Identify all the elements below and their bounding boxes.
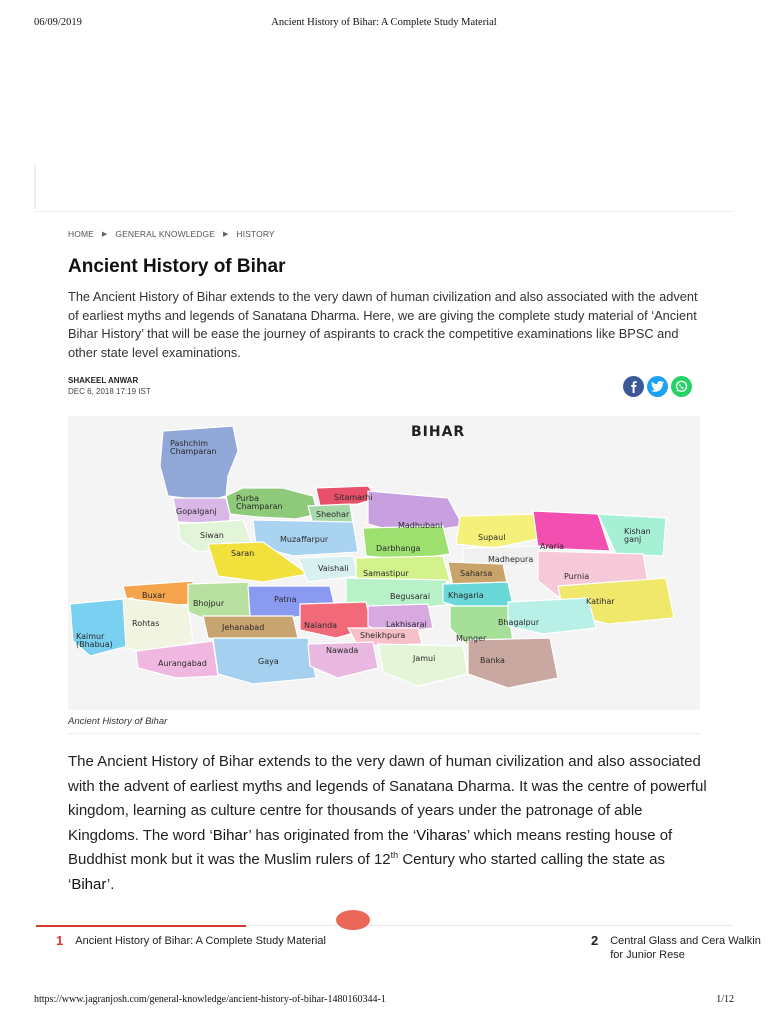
article-body bbox=[68, 750, 708, 897]
district-label-sheohar: Sheohar bbox=[316, 510, 350, 519]
chevron-right-icon: ▶ bbox=[223, 231, 229, 238]
district-label-nawada: Nawada bbox=[326, 646, 359, 655]
breadcrumb-general-knowledge[interactable]: GENERAL KNOWLEDGE bbox=[115, 229, 216, 239]
publish-date: DEC 6, 2018 17:19 IST bbox=[68, 387, 151, 396]
header-divider bbox=[34, 211, 734, 212]
district-label-sheikhpura: Sheikhpura bbox=[360, 631, 406, 640]
whatsapp-icon bbox=[675, 380, 688, 393]
map-title: BIHAR bbox=[411, 424, 466, 440]
related-article-2[interactable] bbox=[591, 934, 771, 962]
district-supaul bbox=[456, 514, 543, 548]
related-articles-bar bbox=[36, 925, 761, 972]
district-label-aurangabad: Aurangabad bbox=[158, 659, 207, 668]
accent-line bbox=[36, 925, 246, 927]
page-title: Ancient History of Bihar bbox=[68, 256, 286, 277]
body-text-part: ’ which means resting house of Buddhist monk but it was the Muslim rulers of 12 bbox=[68, 826, 673, 868]
district-label-gaya: Gaya bbox=[258, 657, 279, 666]
term-bihar: Bihar bbox=[71, 875, 107, 893]
share-buttons bbox=[623, 376, 692, 397]
district-jamui bbox=[378, 644, 468, 686]
district-label-katihar: Katihar bbox=[586, 597, 615, 606]
district-label-samastipur: Samastipur bbox=[363, 569, 409, 578]
print-url: https://www.jagranjosh.com/general-knowledge/ancient-history-of-bihar-1480160344-1 bbox=[34, 994, 386, 1005]
print-page-number: 1/12 bbox=[716, 994, 734, 1005]
district-label-rohtas: Rohtas bbox=[132, 619, 160, 628]
body-text-part: Century who started calling the state as ‘ bbox=[68, 851, 665, 893]
district-label-kishanganj: Kishan ganj bbox=[624, 527, 651, 544]
twitter-share-button[interactable] bbox=[647, 376, 668, 397]
district-label-bhagalpur: Bhagalpur bbox=[498, 618, 540, 627]
district-label-kaimur: Kaimur (Bhabua) bbox=[76, 632, 113, 649]
district-label-munger: Munger bbox=[456, 634, 487, 643]
related-article-title: Ancient History of Bihar: A Complete Study Material bbox=[75, 935, 326, 947]
district-layer bbox=[70, 426, 674, 688]
ad-placeholder bbox=[34, 165, 36, 209]
district-label-supaul: Supaul bbox=[478, 533, 506, 542]
related-article-title: Central Glass and Cera Walkin for Junior Rese bbox=[610, 935, 761, 961]
body-text-part: ’. bbox=[106, 875, 115, 893]
district-label-saharsa: Saharsa bbox=[460, 569, 493, 578]
district-label-araria: Araria bbox=[540, 542, 565, 551]
print-header bbox=[34, 17, 734, 33]
district-label-bhojpur: Bhojpur bbox=[193, 599, 225, 608]
term-viharas: Viharas bbox=[416, 826, 467, 844]
district-label-khagaria: Khagaria bbox=[448, 591, 484, 600]
district-label-banka: Banka bbox=[480, 656, 505, 665]
print-document-title: Ancient History of Bihar: A Complete Study Material bbox=[271, 17, 497, 28]
facebook-share-button[interactable] bbox=[623, 376, 644, 397]
ordinal-suffix: th bbox=[390, 850, 399, 860]
district-label-begusarai: Begusarai bbox=[390, 592, 431, 601]
district-label-nalanda: Nalanda bbox=[304, 621, 338, 630]
caption-divider bbox=[68, 733, 700, 734]
district-bhagalpur bbox=[508, 598, 596, 634]
article-summary: The Ancient History of Bihar extends to the very dawn of human civilization and also associated with the advent of earliest myths and legends of Sanatana Dharma. Here, we are giving the complete study material of ‘Ancient Bihar History’ that will be ease the journey of aspirants to crack the competitive examinations like BPSC and other state level examinations. bbox=[68, 289, 698, 361]
district-label-purnia: Purnia bbox=[564, 572, 590, 581]
district-darbhanga bbox=[363, 526, 450, 560]
district-label-pashchim-champaran: Pashchim Champaran bbox=[170, 439, 217, 456]
district-label-muzaffarpur: Muzaffarpur bbox=[280, 535, 329, 544]
term-bihar: Bihar bbox=[212, 826, 249, 844]
logo-badge bbox=[336, 910, 370, 930]
district-label-saran: Saran bbox=[231, 549, 255, 558]
map-svg bbox=[68, 416, 700, 710]
print-date: 06/09/2019 bbox=[34, 17, 82, 28]
body-text-part: ’ has originated from the ‘ bbox=[248, 826, 417, 844]
body-text-part: The Ancient History of Bihar extends to the very dawn of human civilization and also associated with the advent of earliest myths and legends of Sanatana Dharma. It was the centre of powerful kingdom, learning as culture centre for thousands of years under the patronage of able Kingdoms. The word ‘ bbox=[68, 753, 707, 844]
breadcrumb-home[interactable]: HOME bbox=[68, 229, 94, 239]
twitter-icon bbox=[651, 381, 664, 392]
print-footer bbox=[34, 994, 734, 1008]
related-article-1[interactable] bbox=[56, 934, 326, 948]
facebook-icon bbox=[628, 381, 640, 393]
district-label-darbhanga: Darbhanga bbox=[376, 544, 421, 553]
related-article-number: 2 bbox=[591, 933, 599, 948]
bihar-district-map bbox=[68, 416, 700, 710]
map-caption: Ancient History of Bihar bbox=[68, 716, 168, 727]
author-name[interactable]: SHAKEEL ANWAR bbox=[68, 376, 139, 385]
district-label-madhubani: Madhubani bbox=[398, 521, 443, 530]
whatsapp-share-button[interactable] bbox=[671, 376, 692, 397]
district-label-jamui: Jamui bbox=[413, 654, 436, 663]
district-pashchim-champaran bbox=[160, 426, 238, 501]
district-label-buxar: Buxar bbox=[142, 591, 166, 600]
related-article-number: 1 bbox=[56, 933, 64, 948]
breadcrumb bbox=[68, 229, 275, 239]
district-label-purba-champaran: Purba Champaran bbox=[236, 494, 283, 511]
district-label-gopalganj: Gopalganj bbox=[176, 507, 217, 516]
breadcrumb-history[interactable]: HISTORY bbox=[236, 229, 275, 239]
district-label-jehanabad: Jehanabad bbox=[222, 623, 265, 632]
district-label-madhepura: Madhepura bbox=[488, 555, 534, 564]
district-label-patna: Patna bbox=[274, 595, 297, 604]
district-label-sitamarhi: Sitamarhi bbox=[334, 493, 373, 502]
district-label-siwan: Siwan bbox=[200, 531, 224, 540]
district-label-lakhisarai: Lakhisarai bbox=[386, 620, 427, 629]
chevron-right-icon: ▶ bbox=[101, 231, 108, 238]
district-label-vaishali: Vaishali bbox=[318, 564, 349, 573]
